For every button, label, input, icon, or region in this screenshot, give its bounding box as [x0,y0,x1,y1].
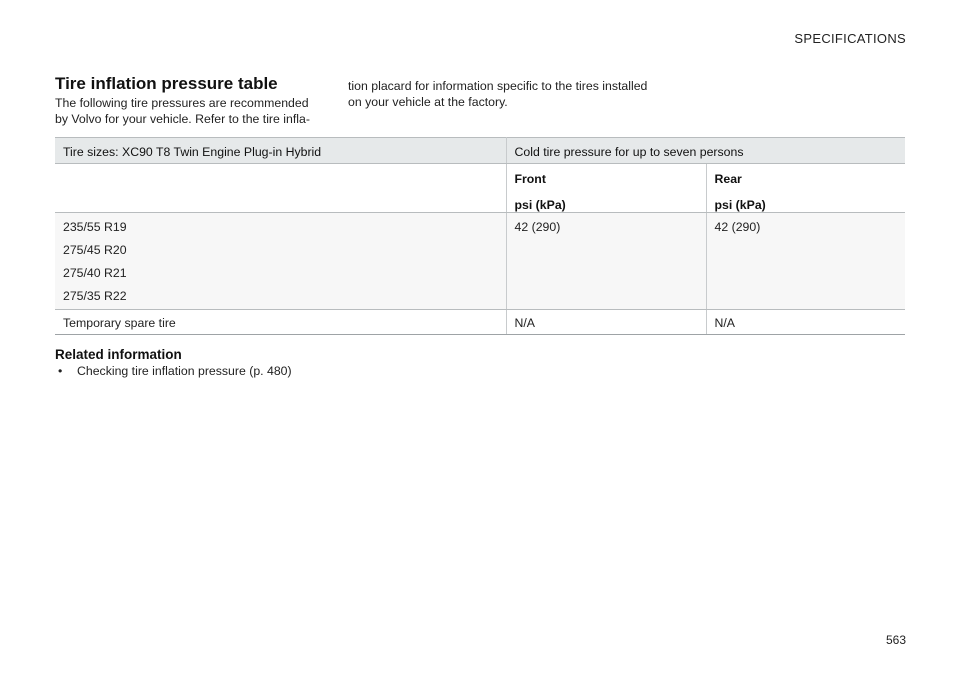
related-link-checking-tire-pressure[interactable] [55,364,292,379]
rear-pressure-cell: N/A [706,310,905,335]
rear-pressure-cell: 42 (290) [706,213,905,310]
related-link-text: Checking tire inflation pressure (p. 480) [77,364,292,378]
related-information-list [55,364,292,379]
subheader-rear-label: Rear [714,172,742,186]
table-subheader-row [55,164,905,213]
intro-paragraph-col2: tion placard for information specific to the tires installed on your vehicle at the factory. [348,79,648,109]
intro-paragraph-col1: The following tire pressures are recommended by Volvo for your vehicle. Refer to the tire infla- [55,96,310,126]
table-row [55,213,905,310]
section-title: Tire inflation pressure table [55,74,278,93]
spare-tire-cell: Temporary spare tire [55,310,506,335]
tire-size: 235/55 R19 [63,220,127,234]
tire-size: 275/40 R21 [63,266,127,280]
subheader-empty-cell [55,164,506,213]
subheader-front [506,164,706,213]
table-header-row [55,138,905,164]
subheader-front-unit: psi (kPa) [514,198,566,212]
subheader-rear [706,164,905,213]
tire-pressure-table [55,137,905,335]
page-number: 563 [885,633,906,647]
running-header: SPECIFICATIONS [794,31,906,46]
tire-size: 275/45 R20 [63,243,127,257]
front-pressure-cell: 42 (290) [506,213,706,310]
front-pressure-cell: N/A [506,310,706,335]
header-cold-pressure: Cold tire pressure for up to seven persons [506,138,905,164]
bullet-icon: • [58,364,63,378]
subheader-front-label: Front [514,172,546,186]
table-row [55,310,905,335]
tire-size: 275/35 R22 [63,289,127,303]
subheader-rear-unit: psi (kPa) [714,198,766,212]
related-information-title: Related information [55,347,182,362]
header-tire-sizes: Tire sizes: XC90 T8 Twin Engine Plug-in Hybrid [55,138,506,164]
tire-sizes-cell [55,213,506,310]
